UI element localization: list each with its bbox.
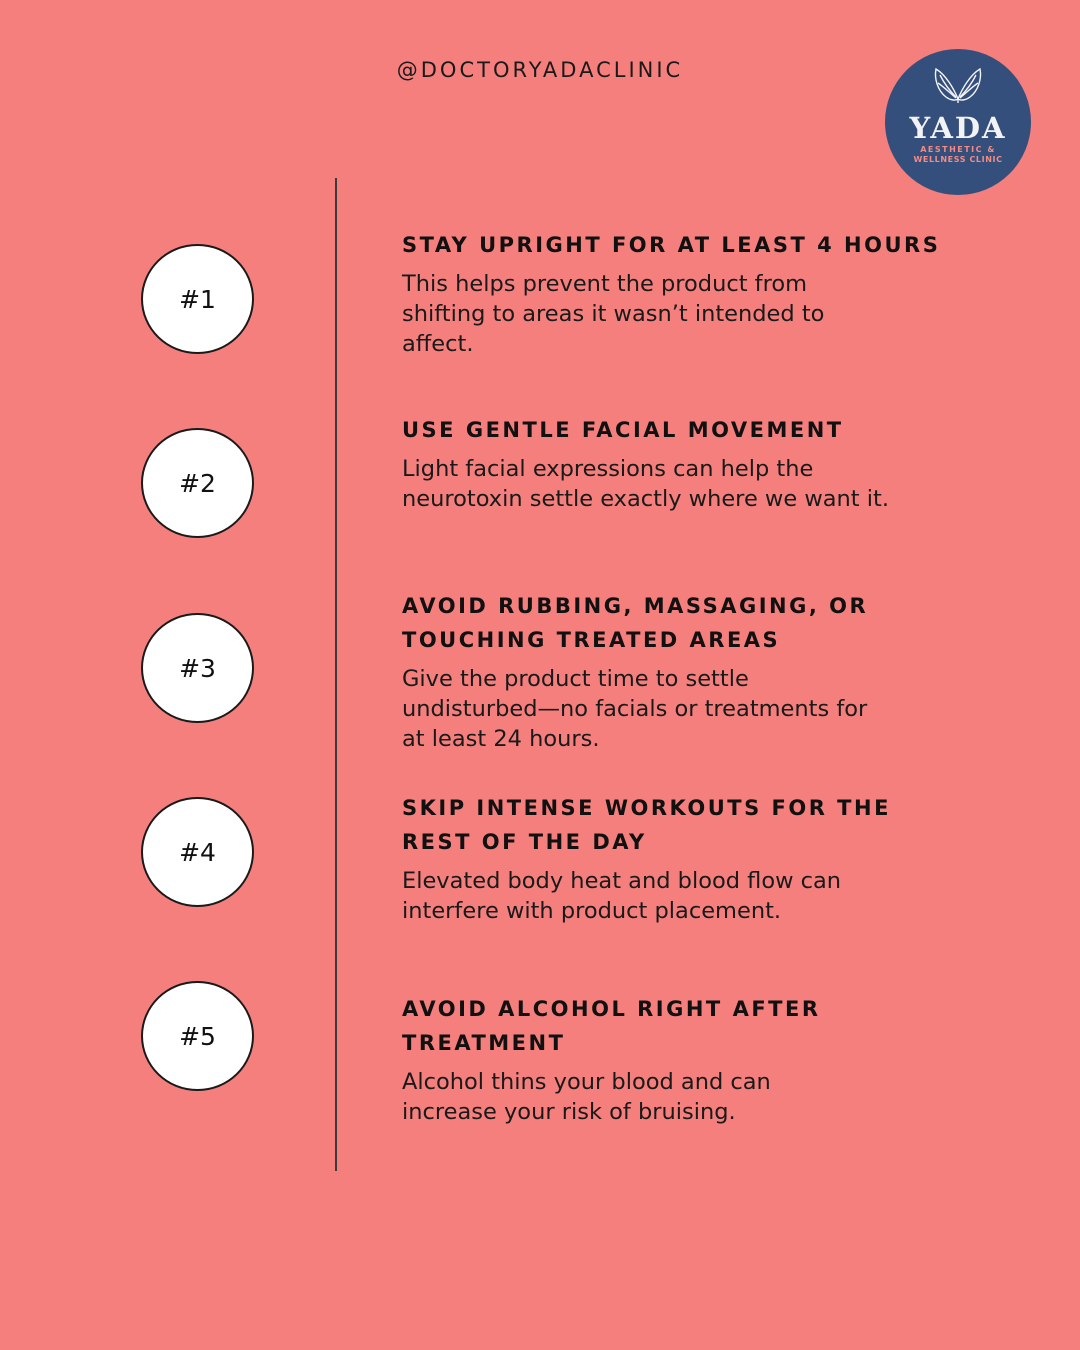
step-badge-3 [141, 613, 254, 723]
tip-body: This helps prevent the product from shifting to areas it wasn’t intended to affect. [402, 271, 825, 357]
tip-title: USE GENTLE FACIAL MOVEMENT [402, 418, 844, 442]
tip-item-1 [402, 228, 962, 359]
tip-item-4 [402, 791, 962, 926]
tip-body: Elevated body heat and blood flow can interfere with product placement. [402, 868, 842, 924]
step-number: #3 [179, 653, 216, 683]
tip-title: AVOID RUBBING, MASSAGING, OR TOUCHING TREATED AREAS [402, 594, 869, 652]
step-number: #4 [179, 837, 216, 867]
tip-item-5 [402, 992, 962, 1127]
tip-item-3 [402, 589, 962, 754]
tip-title: AVOID ALCOHOL RIGHT AFTER TREATMENT [402, 997, 821, 1055]
logo-subtitle-line1: AESTHETIC & [920, 145, 996, 154]
tip-body: Alcohol thins your blood and can increase your risk of bruising. [402, 1069, 771, 1125]
logo-name: YADA [909, 111, 1007, 145]
step-badge-5 [141, 981, 254, 1091]
step-number: #5 [179, 1021, 216, 1051]
butterfly-icon [932, 65, 984, 105]
clinic-logo [885, 49, 1031, 195]
instagram-handle: @DOCTORYADACLINIC [396, 58, 684, 82]
step-number: #1 [179, 284, 216, 314]
step-badge-1 [141, 244, 254, 354]
vertical-divider [335, 178, 337, 1171]
tip-title: SKIP INTENSE WORKOUTS FOR THE REST OF THE DAY [402, 796, 891, 854]
tip-item-2 [402, 413, 962, 514]
tip-body: Light facial expressions can help the neurotoxin settle exactly where we want it. [402, 456, 889, 512]
tip-body: Give the product time to settle undisturbed—no facials or treatments for at least 24 hours. [402, 666, 868, 752]
step-number: #2 [179, 468, 216, 498]
logo-subtitle-line2: WELLNESS CLINIC [913, 155, 1003, 164]
step-badge-4 [141, 797, 254, 907]
step-badge-2 [141, 428, 254, 538]
tip-title: STAY UPRIGHT FOR AT LEAST 4 HOURS [402, 233, 941, 257]
